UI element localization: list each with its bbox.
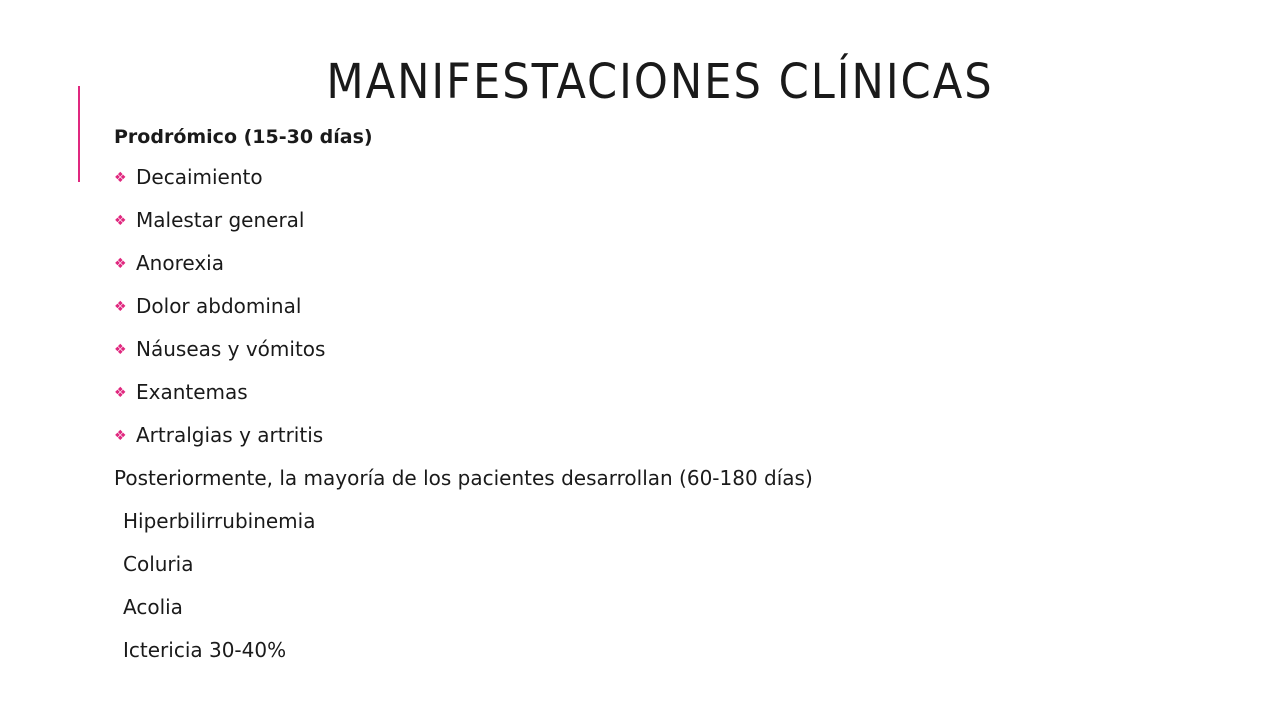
list-item: Hiperbilirrubinemia — [123, 509, 316, 533]
diamond-bullet-icon: ❖ — [114, 170, 127, 186]
slide-title: MANIFESTACIONES CLÍNICAS — [326, 54, 994, 110]
diamond-bullet-icon: ❖ — [114, 342, 127, 358]
list-item: ❖ Artralgias y artritis — [114, 418, 1220, 461]
later-intro: Posteriormente, la mayoría de los pacientes desarrollan (60-180 días) — [114, 466, 813, 490]
diamond-bullet-icon: ❖ — [114, 299, 127, 315]
list-item: Coluria — [123, 552, 194, 576]
diamond-bullet-icon: ❖ — [114, 213, 127, 229]
list-item: ❖ Malestar general — [114, 203, 1220, 246]
diamond-bullet-icon: ❖ — [114, 385, 127, 401]
list-item: Acolia — [123, 595, 183, 619]
list-item: ❖ Decaimiento — [114, 160, 1220, 203]
list-item: ❖ Anorexia — [114, 246, 1220, 289]
list-item: Ictericia 30-40% — [123, 638, 287, 662]
slide-body — [114, 120, 1220, 676]
diamond-bullet-icon: ❖ — [114, 256, 127, 272]
list-item: ❖ Náuseas y vómitos — [114, 332, 1220, 375]
diamond-bullet-icon: ❖ — [114, 428, 127, 444]
prodromic-heading: Prodrómico (15-30 días) — [114, 126, 373, 148]
list-item: ❖ Dolor abdominal — [114, 289, 1220, 332]
list-item: ❖ Exantemas — [114, 375, 1220, 418]
